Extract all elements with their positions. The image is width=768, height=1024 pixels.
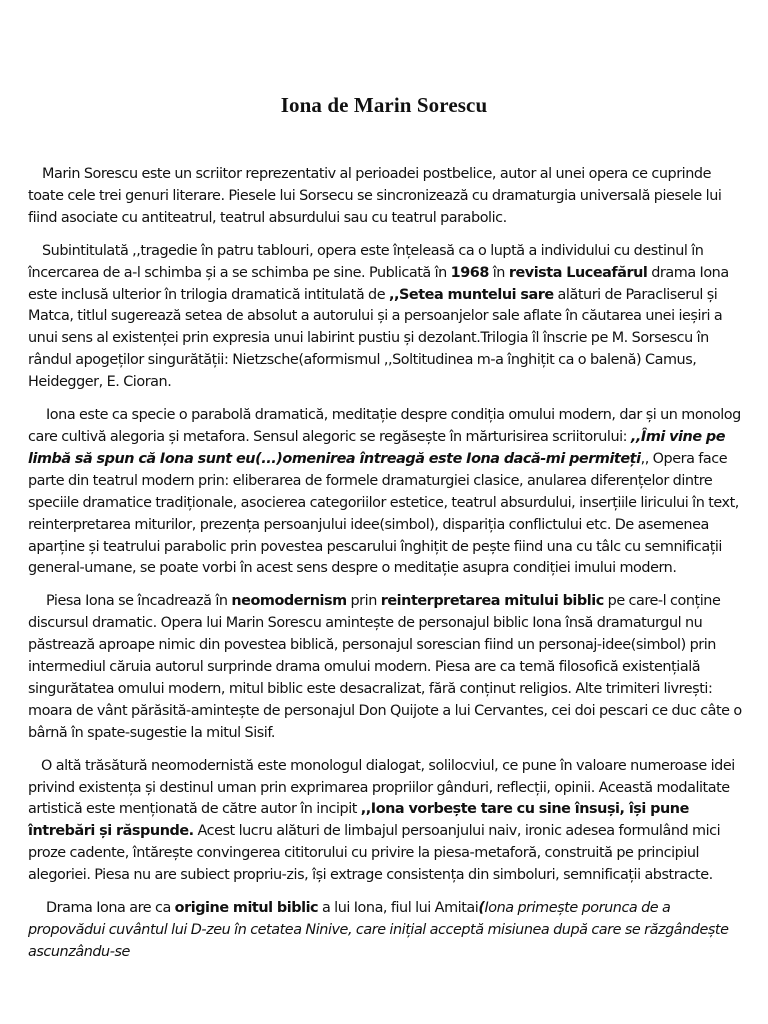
paragraph-3 [28, 405, 744, 580]
text-run: drama Iona este inclusă ulterior în trilogia dramatică intitulată de [28, 264, 729, 303]
text-run: O altă trăsătură neomodernistă este monologul dialogat, solilocviul, ce pune în valoare numeroase idei privind existența și destinul uman prin exprimarea propriilor gânduri, reflecții, opinii. Această modalitate artistică este menționată de către autor în incipit [28, 757, 735, 818]
paragraph-1 [28, 164, 744, 230]
document-body [28, 164, 744, 975]
bold-text: ,,Iona vorbește tare cu sine însuși, își pune întrebări și răspunde. [28, 801, 689, 840]
bold-text: revista Luceafărul [508, 264, 648, 281]
paragraph-5 [28, 756, 744, 887]
paragraph-6 [28, 898, 744, 964]
text-run: Acest lucru alături de limbajul persoanjului naiv, ironic adesea formulând mici proze cadente, întărește convingerea cititorului cu privire la piesa-metaforă, construită pe principiul alegoriei. Piesa nu are subiect propriu-zis, își extrage consistența din simboluri, semnificații abstracte. [28, 823, 721, 884]
text-run: a lui Iona, fiul lui Amitai [318, 900, 479, 917]
text-run: pe care-l conține discursul dramatic. Opera lui Marin Sorescu amintește de personajul biblic Iona însă dramaturgul nu păstrează aproape nimic din povestea biblică, personajul sorescian fiind un personaj-idee(simbol) prin intermediul căruia autorul surprinde drama omului modern. Piesa are ca temă filosofică existențială singurătatea omului modern, mitul biblic este desacralizat, fără conținut religios. Alte trimiteri livrești: moara de vânt părăsită-amintește de personajul Don Quijote a lui Cervantes, cei doi pescari ce duc câte o bârnă în spate-sugestie la mitul Sisif. [28, 593, 742, 741]
text-run: ,, Opera face parte din teatrul modern prin: eliberarea de formele dramaturgiei clasice, anularea diferențelor dintre speciile dramatice tradiționale, asocierea categoriilor estetice, teatrul absurdului, inserțiile liricului în text, reinterpretarea miturilor, prezența persoanjului idee(simbol), dispariția conflictului etc. De asemenea aparține și teatrului parabolic prin povestea pescarului înghițit de pește fiind una cu tâlc cu semnificații general-umane, se poate vorbi în acest sens despre o meditație asupra condiției imului modern. [28, 450, 739, 577]
text-run: Marin Sorescu este un scriitor reprezentativ al perioadei postbelice, autor al unei opera ce cuprinde toate cele trei genuri literare. Piesele lui Sorsecu se sincronizează cu dramaturgia universală piesele lui fiind asociate cu antiteatrul, teatrul absurdului sau cu teatrul parabolic. [28, 166, 722, 226]
italic-text: Iona primește porunca de a propovădui cuvântul lui D-zeu în cetatea Ninive, care inițial acceptă misiunea după care se răzgândește ascunzându-se [28, 900, 729, 960]
text-run: Piesa Iona se încadrează în [46, 593, 232, 610]
bold-text: 1968 [450, 264, 489, 281]
bold-text: origine mitul biblic [174, 900, 319, 917]
text-run: Subintitulată ,,tragedie în patru tablouri, opera este înțeleasă ca o luptă a individului cu destinul în încercarea de a-l schimba și a se schimba pe sine. Publicată în [28, 242, 704, 281]
text-run: Drama Iona are ca [46, 900, 175, 917]
paragraph-2 [28, 241, 744, 394]
paren-text: ( [478, 900, 485, 917]
bold-text: neomodernism [231, 593, 347, 610]
paragraph-4 [28, 591, 744, 744]
bold-text: reinterpretarea mitului biblic [380, 593, 604, 610]
bold-text: ,,Setea muntelui sare [388, 286, 554, 303]
document-title: Iona de Marin Sorescu [280, 93, 488, 117]
quote-text: ,,Îmi vine pe limbă să spun că Iona sunt eu(...)omenirea întreagă este Iona dacă-mi permiteți [28, 428, 726, 467]
text-run: prin [346, 593, 381, 610]
text-run: alături de Paracliserul și Matca, titlul sugerează setea de absolut a autorului și a persoanjelor sale aflate în căutarea unei ieșiri a unui sens al existenței prin expresia unui labirint pustiu și dezolant.Trilogia îl înscrie pe M. Sorsescu în rândul apogeților singurătății: Nietzsche(aformismul ,,Soltitudinea m-a înghițit ca o balenă) Camus, Heidegger, E. Cioran. [28, 286, 723, 391]
text-run: Iona este ca specie o parabolă dramatică, meditație despre condiția omului modern, dar și un monolog care cultivă alegoria și metafora. Sensul alegoric se regăsește în mărturisirea scriitorului: [28, 407, 741, 445]
text-run: în [488, 264, 509, 281]
